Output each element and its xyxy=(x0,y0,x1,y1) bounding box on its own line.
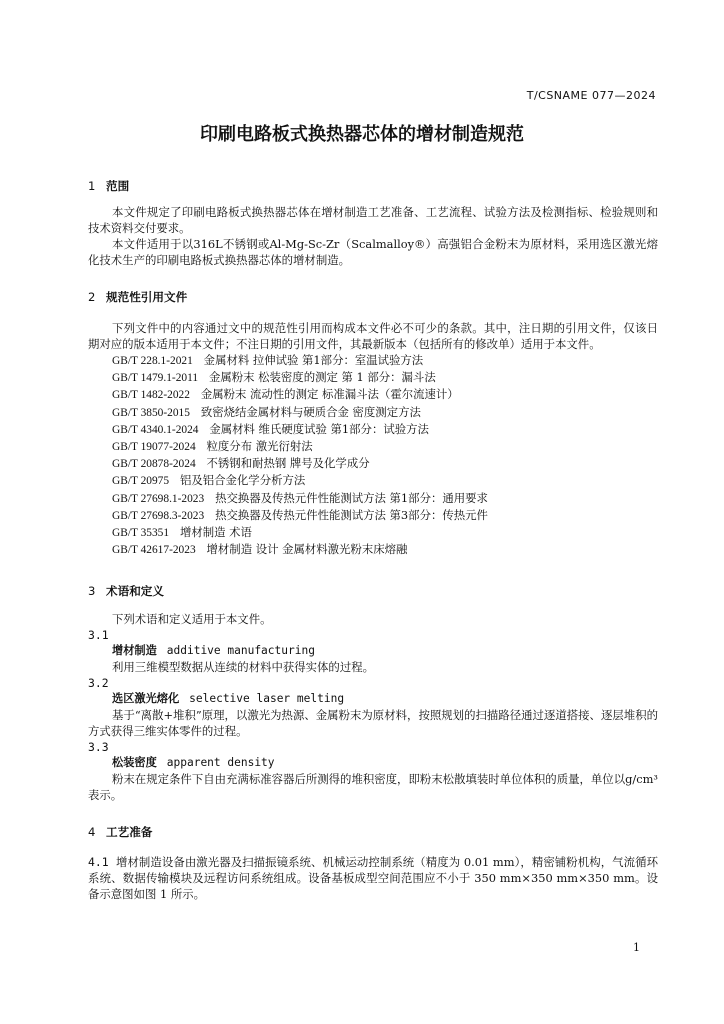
section-heading: 4 工艺准备 xyxy=(88,825,153,839)
term-number: 3.1 xyxy=(88,628,109,642)
section-1 xyxy=(88,178,658,268)
reference-item: GB/T 1482-2022 金属粉末 流动性的测定 标准漏斗法（霍尔流速计） xyxy=(112,387,459,402)
reference-item: GB/T 228.1-2021 金属材料 拉伸试验 第1部分：室温试验方法 xyxy=(112,353,424,367)
section-2 xyxy=(88,289,658,558)
standard-number: T/CSNAME 077—2024 xyxy=(526,89,656,102)
page-number: 1 xyxy=(633,941,640,954)
document-title: 印刷电路板式换热器芯体的增材制造规范 xyxy=(200,124,524,145)
reference-item: GB/T 27698.3-2023 热交换器及传热元件性能测试方法 第3部分：传热元件 xyxy=(112,507,488,522)
reference-item: GB/T 20975 铝及铝合金化学分析方法 xyxy=(112,473,306,488)
reference-item: GB/T 27698.1-2023 热交换器及传热元件性能测试方法 第1部分：通用要求 xyxy=(112,490,488,505)
paragraph: 本文件适用于以316L不锈钢或Al-Mg-Sc-Zr（Scalmalloy®）高强铝合金粉末为原材料，采用选区激光熔化技术生产的印刷电路板式换热器芯体的增材制造。 xyxy=(88,237,658,267)
paragraph: 下列术语和定义适用于本文件。 xyxy=(112,612,272,626)
reference-item: GB/T 42617-2023 增材制造 设计 金属材料激光粉末床熔融 xyxy=(112,542,408,557)
paragraph: 下列文件中的内容通过文中的规范性引用而构成本文件必不可少的条款。其中，注日期的引用文件，仅该日期对应的版本适用于本文件；不注日期的引用文件，其最新版本（包括所有的修改单）适用于本文件。 xyxy=(88,321,658,351)
term-definition: 基于“离散+堆积”原理，以激光为热源、金属粉末为原材料，按照规划的扫描路径通过逐道搭接、逐层堆积的方式获得三维实体零件的过程。 xyxy=(88,708,658,738)
paragraph: 4.1 增材制造设备由激光器及扫描振镜系统、机械运动控制系统（精度为 0.01 mm），精密铺粉机构，气流循环系统、数据传输模块及远程访问系统组成。设备基板成型空间范围应不小于 350 mm×350 mm×350 mm。设备示意图如图 1 所示。 xyxy=(88,855,658,901)
reference-item: GB/T 4340.1-2024 金属材料 维氏硬度试验 第1部分：试验方法 xyxy=(112,421,429,436)
term-definition: 粉末在规定条件下自由充满标准容器后所测得的堆积密度，即粉末松散填装时单位体积的质量，单位以g/cm³表示。 xyxy=(88,772,658,802)
reference-item: GB/T 35351 增材制造 术语 xyxy=(112,525,252,540)
reference-item: GB/T 3850-2015 致密烧结金属材料与硬质合金 密度测定方法 xyxy=(112,404,421,419)
paragraph: 本文件规定了印刷电路板式换热器芯体在增材制造工艺准备、工艺流程、试验方法及检测指标、检验规则和技术资料交付要求。 xyxy=(88,205,658,235)
term-number: 3.3 xyxy=(88,740,109,754)
term-heading: 增材制造 additive manufacturing xyxy=(112,644,315,657)
term-heading: 松装密度 apparent density xyxy=(112,756,275,769)
section-heading: 2 规范性引用文件 xyxy=(88,290,188,304)
term-heading: 选区激光熔化 selective laser melting xyxy=(112,692,345,705)
reference-item: GB/T 20878-2024 不锈钢和耐热钢 牌号及化学成分 xyxy=(112,456,370,471)
section-heading: 3 术语和定义 xyxy=(88,584,164,598)
clause-number: 4.1 xyxy=(88,855,109,869)
section-3 xyxy=(88,583,658,803)
reference-item: GB/T 1479.1-2011 金属粉末 松装密度的测定 第 1 部分：漏斗法 xyxy=(112,370,436,385)
section-heading: 1 范围 xyxy=(88,179,130,193)
term-definition: 利用三维模型数据从连续的材料中获得实体的过程。 xyxy=(112,660,374,674)
section-4 xyxy=(88,824,658,902)
reference-item: GB/T 19077-2024 粒度分布 激光衍射法 xyxy=(112,439,313,454)
term-number: 3.2 xyxy=(88,676,109,690)
